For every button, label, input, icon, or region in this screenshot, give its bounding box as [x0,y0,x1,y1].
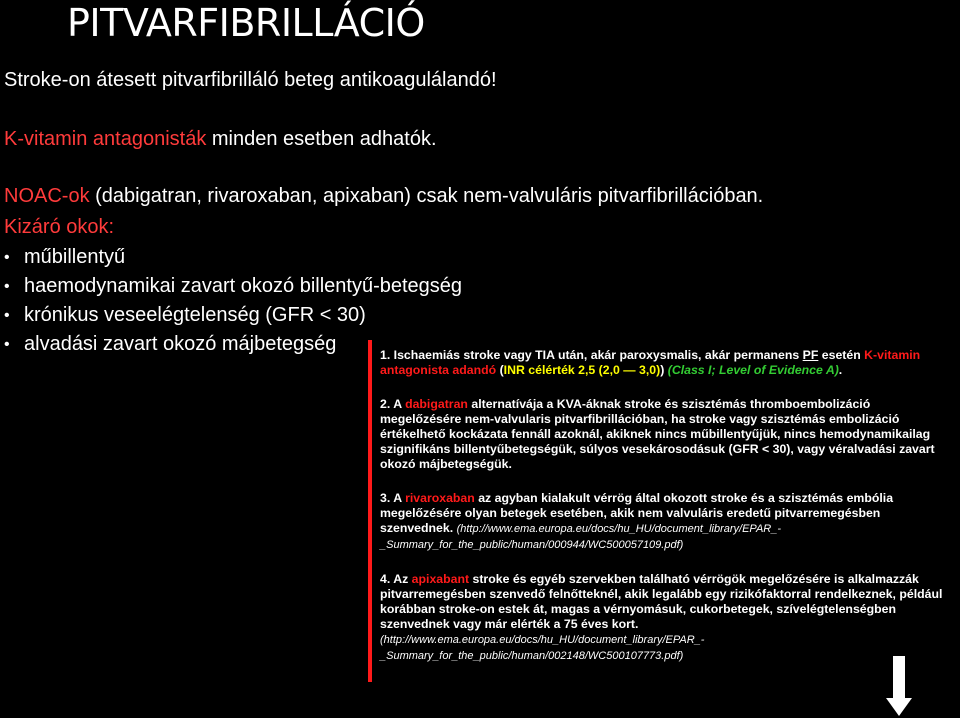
exclusion-heading [4,215,114,239]
vka-label: K-vitamin antagonisták [4,128,207,150]
inr-target: INR célérték 2,5 (2,0 — 3,0) [503,363,661,377]
list-item: • alvadási zavart okozó májbetegség [4,330,462,359]
guideline-item-1 [380,348,950,378]
page-title: PITVARFIBRILLÁCIÓ [67,1,425,45]
guideline-item-2 [380,397,950,472]
exclusion-label: Kizáró okok: [4,216,115,238]
highlight-red: apixabant [411,572,470,586]
highlight-red: dabigatran [405,397,468,411]
noac-text: (dabigatran, rivaroxaban, apixaban) csak nem-valvuláris pitvarfibrillációban. [89,185,764,207]
text: esetén [818,348,865,362]
list-item: • krónikus veseelégtelenség (GFR < 30) [4,301,462,330]
noac-label: NOAC-ok [4,185,90,207]
vka-text: minden esetben adhatók. [206,128,437,150]
down-arrow-icon[interactable] [884,656,914,718]
intro-line: Stroke-on átesett pitvarfibrilláló beteg antikoagulálandó! [4,69,497,91]
guideline-item-4 [380,572,950,664]
vka-line [4,127,437,151]
text: ( [496,363,504,377]
ema-link[interactable]: (http://www.ema.europa.eu/docs/hu_HU/document_library/EPAR_-_Summary_for_the_public/human/000944/WC500057109.pdf) [380,523,782,551]
highlight-red: rivaroxaban [405,491,475,505]
text: . [838,363,843,377]
list-item: • haemodynamikai zavart okozó billentyű-betegség [4,272,462,301]
text: ) [660,363,668,377]
evidence-class: (Class I; Level of Evidence A) [667,363,839,377]
text: az agyban kialakult vérrög által okozott stroke és a szisztémás embólia megelőzésére olyan betegek esetében, akik nem valvuláris eredetű pitvarremegésben szenvednek. [380,491,894,535]
guideline-item-3 [380,491,950,553]
pf-abbrev: PF [802,348,819,362]
noac-line [4,184,763,208]
text: alternatívája a KVA-áknak stroke és szisztémás thromboembolizáció megelőzésére nem-valvularis pitvarfibrillációban, ha stroke vagy szisztémás embolizáció értékelhető kockázata fennáll azoknál, akiknek nincs műbillentyűjük, nincs hemodynamikailag szignifikáns billentyűbetegségük, súlyos vesekárosodásuk (GFR < 30), vagy véralvadási zavart okozó májbetegségük. [380,397,935,471]
list-item: • műbillentyű [4,243,462,272]
text: 2. A [380,397,406,411]
highlight-red: K-vitamin antagonista adandó [380,348,921,377]
text: 1. Ischaemiás stroke vagy TIA után, akár paroxysmalis, akár permanens [380,348,803,362]
text: 3. A [380,491,406,505]
text: stroke és egyéb szervekben található vérrögök megelőzésére is alkalmazzák pitvarremegésben szenvedő felnőtteknél, akik legalább egy rizikófaktorral rendelkeznek, például korábban stroke-on estek át, magas a vérnyomásuk, cukorbetegek, szívelégtelenségben szenvednek vagy már elérték a 75 éves kort. [380,572,943,631]
ema-link[interactable]: (http://www.ema.europa.eu/docs/hu_HU/document_library/EPAR_-_Summary_for_the_public/human/002148/WC500107773.pdf) [380,634,705,662]
guideline-panel [368,340,960,682]
text: 4. Az [380,572,412,586]
